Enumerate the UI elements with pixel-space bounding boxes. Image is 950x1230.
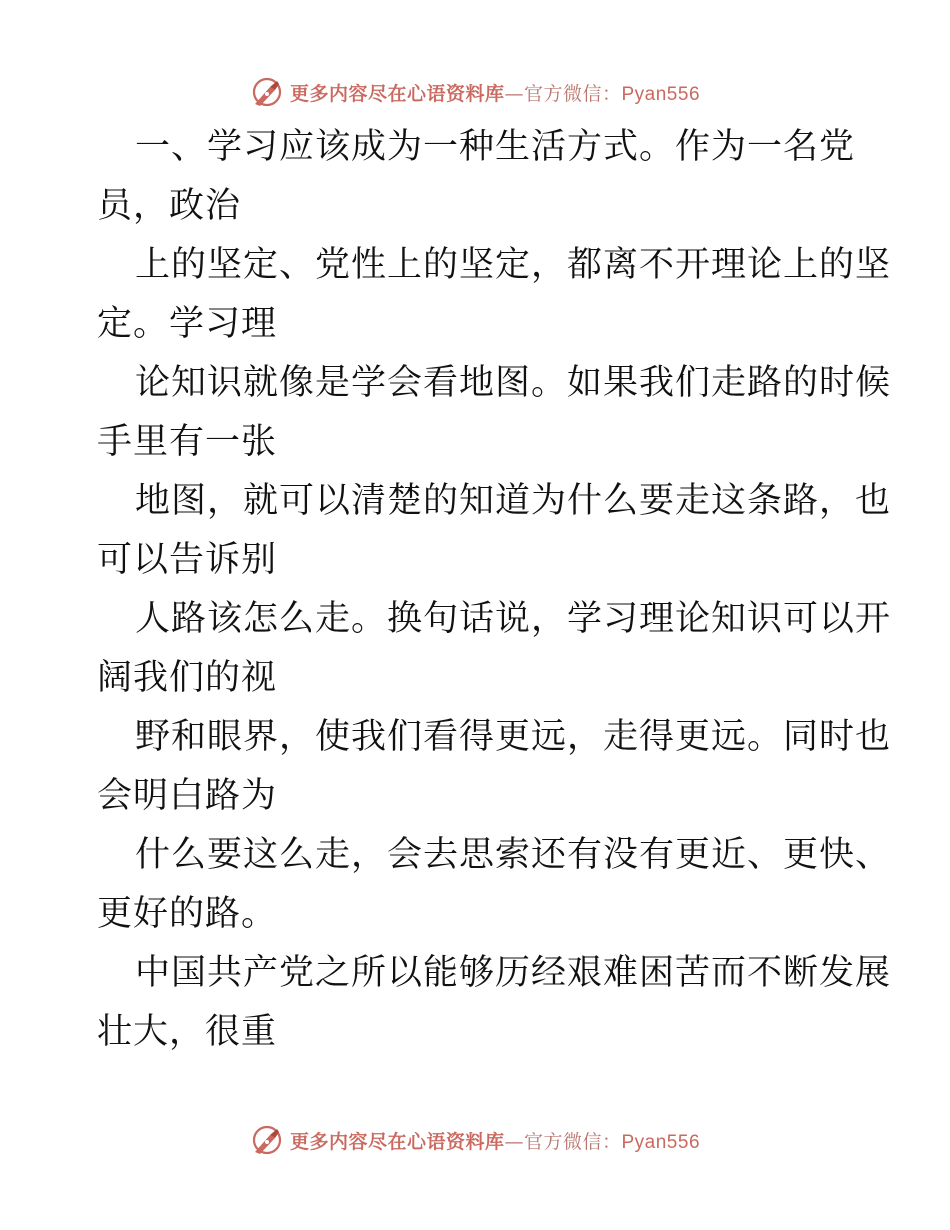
footer-watermark xyxy=(0,1120,950,1160)
text-line: 什么要这么走，会去思索还有没有更近、更快、 xyxy=(135,835,892,875)
watermark-text xyxy=(290,1127,700,1154)
text-line: 中国共产党之所以能够历经艰难困苦而不断发展 xyxy=(135,953,892,993)
text-line: 更好的路。 xyxy=(97,894,278,934)
watermark-dash: — xyxy=(504,82,524,105)
text-line: 员，政治 xyxy=(97,186,242,226)
document-body xyxy=(97,118,892,1062)
watermark-site-text: 更多内容尽在心语资料库 xyxy=(289,1130,505,1153)
watermark-dash: — xyxy=(504,1130,524,1153)
text-line: 上的坚定、党性上的坚定，都离不开理论上的坚 xyxy=(135,245,892,285)
watermark-site-text: 更多内容尽在心语资料库 xyxy=(289,82,505,105)
text-line: 会明白路为 xyxy=(97,776,278,816)
watermark-wechat-id: Pyan556 xyxy=(621,1131,701,1153)
text-line: 人路该怎么走。换句话说，学习理论知识可以开 xyxy=(135,599,892,639)
text-line: 定。学习理 xyxy=(97,304,278,344)
watermark-wechat-label: 官方微信： xyxy=(523,1130,622,1153)
text-line: 一、学习应该成为一种生活方式。作为一名党 xyxy=(135,127,856,167)
text-line: 论知识就像是学会看地图。如果我们走路的时候 xyxy=(135,363,892,403)
text-line: 地图，就可以清楚的知道为什么要走这条路，也 xyxy=(135,481,892,521)
pen-nib-logo-icon xyxy=(250,1123,284,1157)
pen-nib-logo-icon xyxy=(250,75,284,109)
text-line: 壮大，很重 xyxy=(97,1012,278,1052)
watermark-wechat-id: Pyan556 xyxy=(621,83,701,105)
text-line: 手里有一张 xyxy=(97,422,278,462)
text-line: 可以告诉别 xyxy=(97,540,278,580)
watermark-wechat-label: 官方微信： xyxy=(523,82,622,105)
header-watermark xyxy=(0,72,950,112)
watermark-text xyxy=(290,79,700,106)
text-line: 野和眼界，使我们看得更远，走得更远。同时也 xyxy=(135,717,892,757)
text-line: 阔我们的视 xyxy=(97,658,278,698)
